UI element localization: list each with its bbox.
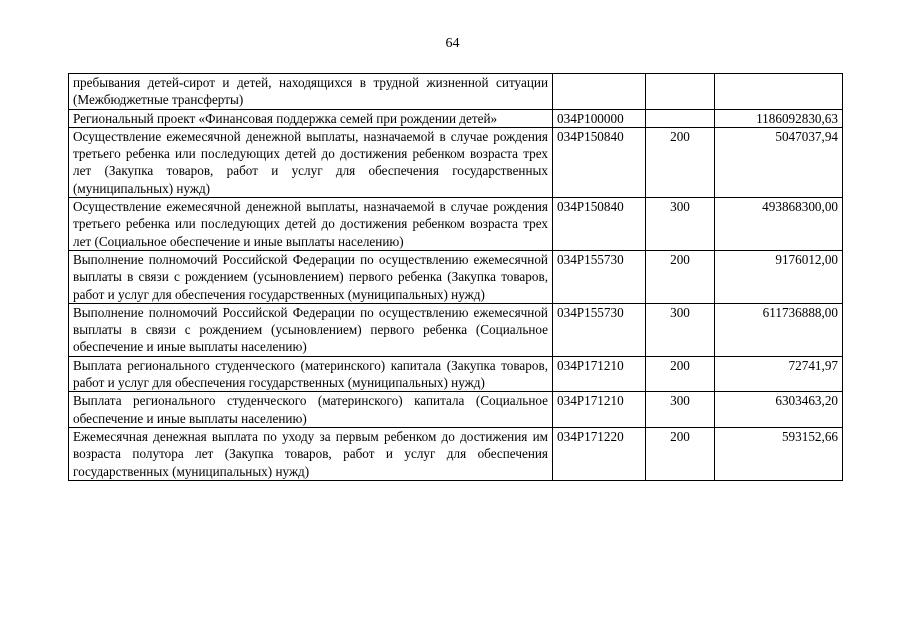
table-row — [69, 127, 843, 197]
table-row — [69, 303, 843, 356]
row-type: 300 — [646, 198, 715, 251]
table-row — [69, 356, 843, 392]
row-name: пребывания детей-сирот и детей, находящихся в трудной жизненной ситуации (Межбюджетные трансферты) — [69, 74, 553, 110]
row-name: Осуществление ежемесячной денежной выплаты, назначаемой в случае рождения третьего ребенка или последующих детей до достижения ребенком возраста трех лет (Социальное обеспечение и иные выплаты населению) — [69, 198, 553, 251]
row-name: Выполнение полномочий Российской Федерации по осуществлению ежемесячной выплаты в связи с рождением (усыновлением) первого ребенка (Социальное обеспечение и иные выплаты населению) — [69, 303, 553, 356]
row-code: 034P155730 — [553, 303, 646, 356]
row-name: Региональный проект «Финансовая поддержка семей при рождении детей» — [69, 109, 553, 127]
row-sum: 493868300,00 — [715, 198, 843, 251]
row-type: 200 — [646, 356, 715, 392]
table-row — [69, 392, 843, 428]
row-code — [553, 74, 646, 110]
row-name: Выполнение полномочий Российской Федерации по осуществлению ежемесячной выплаты в связи с рождением (усыновлением) первого ребенка (Закупка товаров, работ и услуг для обеспечения государственных (муниципальных) нужд) — [69, 250, 553, 303]
row-sum: 9176012,00 — [715, 250, 843, 303]
row-code: 034P150840 — [553, 198, 646, 251]
row-name: Выплата регионального студенческого (материнского) капитала (Закупка товаров, работ и услуг для обеспечения государственных (муниципальных) нужд) — [69, 356, 553, 392]
table-row — [69, 250, 843, 303]
row-type: 300 — [646, 303, 715, 356]
budget-table — [68, 73, 843, 481]
row-sum: 611736888,00 — [715, 303, 843, 356]
row-code: 034P171220 — [553, 427, 646, 480]
row-sum: 1186092830,63 — [715, 109, 843, 127]
row-type — [646, 109, 715, 127]
row-type — [646, 74, 715, 110]
row-sum: 72741,97 — [715, 356, 843, 392]
row-code: 034P155730 — [553, 250, 646, 303]
row-code: 034P171210 — [553, 392, 646, 428]
row-type: 200 — [646, 127, 715, 197]
table-row — [69, 109, 843, 127]
row-type: 200 — [646, 250, 715, 303]
row-code: 034P100000 — [553, 109, 646, 127]
row-sum: 6303463,20 — [715, 392, 843, 428]
row-code: 034P150840 — [553, 127, 646, 197]
row-sum — [715, 74, 843, 110]
page-number: 64 — [445, 36, 460, 51]
table-row — [69, 198, 843, 251]
row-sum: 593152,66 — [715, 427, 843, 480]
row-name: Ежемесячная денежная выплата по уходу за первым ребенком до достижения им возраста полутора лет (Закупка товаров, работ и услуг для обеспечения государственных (муниципальных) нужд) — [69, 427, 553, 480]
row-type: 300 — [646, 392, 715, 428]
row-name: Осуществление ежемесячной денежной выплаты, назначаемой в случае рождения третьего ребенка или последующих детей до достижения ребенком возраста трех лет (Закупка товаров, работ и услуг для обеспечения государственных (муниципальных) нужд) — [69, 127, 553, 197]
row-name: Выплата регионального студенческого (материнского) капитала (Социальное обеспечение и иные выплаты населению) — [69, 392, 553, 428]
table-row — [69, 427, 843, 480]
table-row — [69, 74, 843, 110]
row-code: 034P171210 — [553, 356, 646, 392]
row-sum: 5047037,94 — [715, 127, 843, 197]
row-type: 200 — [646, 427, 715, 480]
